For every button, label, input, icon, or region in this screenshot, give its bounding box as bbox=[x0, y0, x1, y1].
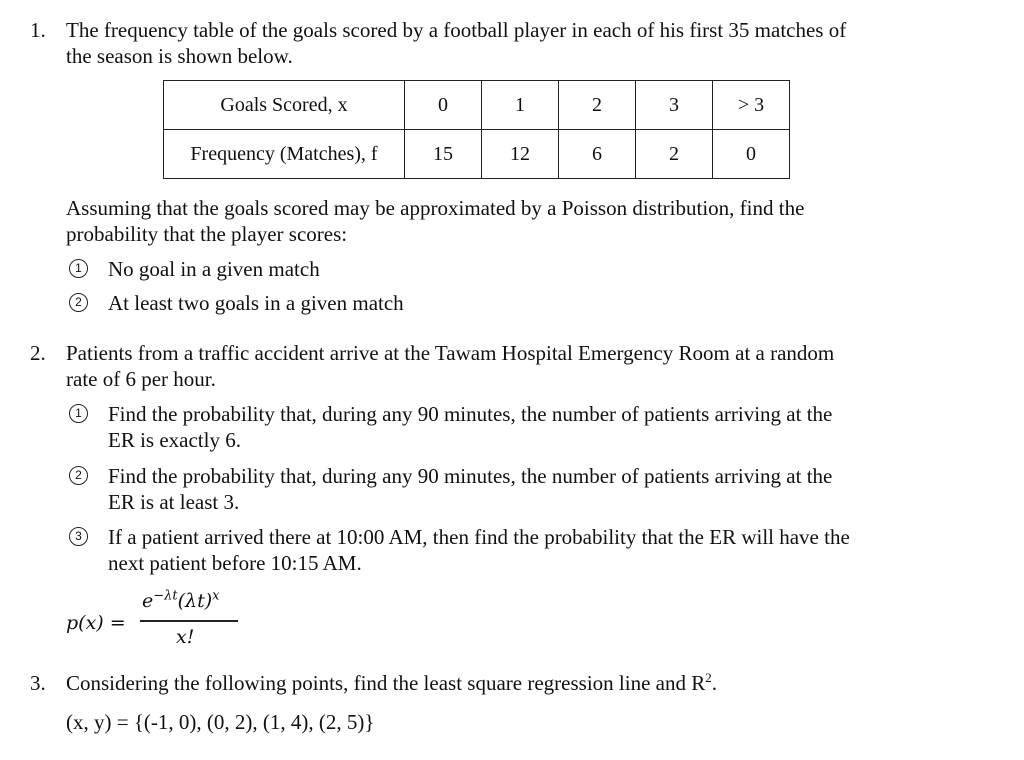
table-cell: 3 bbox=[636, 81, 713, 130]
question-2-text-line2: rate of 6 per hour. bbox=[66, 367, 216, 391]
formula-lhs: p(x) = bbox=[66, 612, 126, 634]
table-cell: > 3 bbox=[713, 81, 790, 130]
question-3-text: Considering the following points, find the least square regression line and $R^2$. bbox=[66, 670, 717, 695]
table-cell: 0 bbox=[405, 81, 482, 130]
question-1-instruction-line1: Assuming that the goals scored may be approximated by a Poisson distribution, find the bbox=[66, 196, 805, 220]
frequency-table bbox=[163, 80, 790, 179]
question-2-number: 2. bbox=[30, 341, 46, 365]
part-text-line2: ER is exactly 6. bbox=[108, 428, 241, 452]
table-cell: 1 bbox=[482, 81, 559, 130]
table-header-frequency: Frequency (Matches), f bbox=[164, 130, 405, 179]
part-text: At least two goals in a given match bbox=[108, 291, 404, 315]
part-text-line2: ER is at least 3. bbox=[108, 490, 240, 514]
part-text-line2: next patient before 10:15 AM. bbox=[108, 551, 362, 575]
table-row-goals bbox=[164, 81, 790, 130]
question-3-number: 3. bbox=[30, 671, 46, 695]
formula-numerator: $e^{-\lambda t}(\lambda t)^x$ bbox=[142, 588, 220, 612]
question-2-text-line1: Patients from a traffic accident arrive at the Tawam Hospital Emergency Room at a random bbox=[66, 341, 835, 365]
table-cell: 0 bbox=[713, 130, 790, 179]
question-3-points: (x, y) = {(-1, 0), (0, 2), (1, 4), (2, 5)} bbox=[66, 710, 375, 734]
table-cell: 2 bbox=[636, 130, 713, 179]
table-cell: 6 bbox=[559, 130, 636, 179]
table-cell: 2 bbox=[559, 81, 636, 130]
circled-number-icon: 1 bbox=[69, 259, 88, 278]
circled-number-icon: 2 bbox=[69, 466, 88, 485]
part-text: No goal in a given match bbox=[108, 257, 320, 281]
circled-number-icon: 1 bbox=[69, 404, 88, 423]
question-1-text-line2: the season is shown below. bbox=[66, 44, 293, 68]
formula-denominator: x! bbox=[176, 626, 195, 648]
question-1-instruction-line2: probability that the player scores: bbox=[66, 222, 348, 246]
part-text-line1: If a patient arrived there at 10:00 AM, then find the probability that the ER will have the bbox=[108, 525, 850, 549]
table-header-goals: Goals Scored, x bbox=[164, 81, 405, 130]
question-1-text-line1: The frequency table of the goals scored by a football player in each of his first 35 matches of bbox=[66, 18, 847, 42]
table-cell: 15 bbox=[405, 130, 482, 179]
table-row-frequency bbox=[164, 130, 790, 179]
circled-number-icon: 3 bbox=[69, 527, 88, 546]
circled-number-icon: 2 bbox=[69, 293, 88, 312]
part-text-line1: Find the probability that, during any 90 minutes, the number of patients arriving at the bbox=[108, 402, 833, 426]
table-cell: 12 bbox=[482, 130, 559, 179]
fraction-bar bbox=[140, 620, 238, 622]
question-1-number: 1. bbox=[30, 18, 46, 42]
part-text-line1: Find the probability that, during any 90 minutes, the number of patients arriving at the bbox=[108, 464, 833, 488]
